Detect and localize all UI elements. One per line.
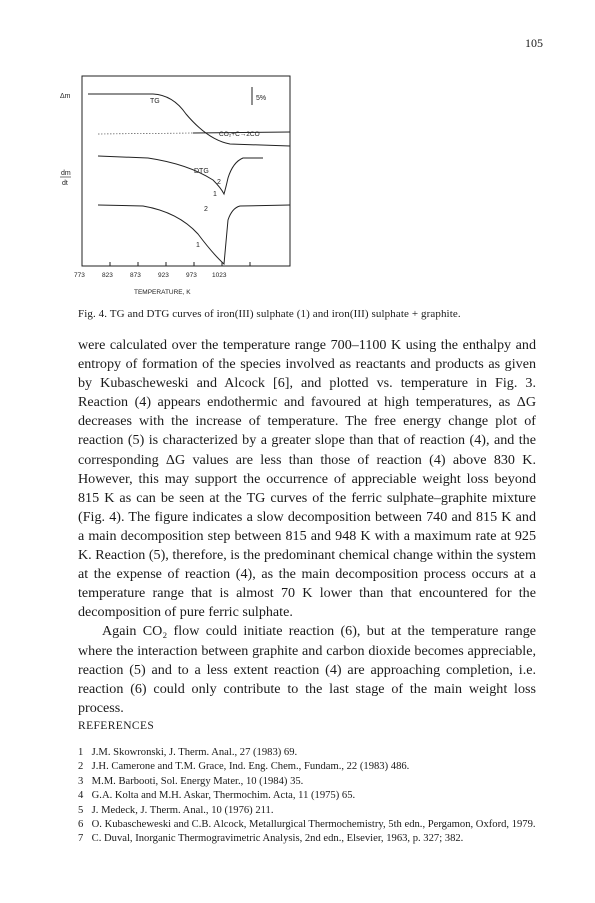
x-axis-label: TEMPERATURE, K <box>134 289 191 296</box>
references-heading: REFERENCES <box>78 720 155 732</box>
reference-number: 6 <box>78 819 84 831</box>
reference-number: 1 <box>78 747 84 758</box>
reference-number: 3 <box>78 775 84 787</box>
y-label-dm: dm <box>61 170 71 177</box>
reference-item <box>78 832 540 846</box>
reference-number: 7 <box>78 833 84 845</box>
paragraph: Again CO₂ flow could initiate reaction (6), but at the temperature range where the interaction between graphite and carbon dioxide becomes appreciable, reaction (5) and to a less extent reaction (4) are approaching completion, i.e. reaction (6) could only contribute to the last stage of the main weight loss process. <box>78 623 536 716</box>
y-label-dt: dt <box>62 180 68 187</box>
reference-text: C. Duval, Inorganic Thermogravimetric Analysis, 2nd edn., Elsevier, 1963, p. 327; 382. <box>91 833 464 845</box>
tg-reference-line <box>98 133 193 134</box>
reference-text: M.M. Barbooti, Sol. Energy Mater., 10 (1984) 35. <box>91 775 304 787</box>
reaction-label: CO₂+C→2CO <box>219 131 260 138</box>
dtg-curve-lower <box>98 205 290 264</box>
figure-tg-dtg <box>58 72 308 302</box>
body-text <box>78 336 536 718</box>
x-tick-label: 973 <box>186 272 197 279</box>
curve-label: 2 <box>217 179 221 186</box>
reference-text: J.M. Skowronski, J. Therm. Anal., 27 (1983) 69. <box>91 747 298 758</box>
tg-dtg-plot <box>58 72 308 302</box>
reference-number: 4 <box>78 790 84 802</box>
x-tick-label: 923 <box>158 272 169 279</box>
reference-item <box>78 760 540 774</box>
x-tick-label: 873 <box>130 272 141 279</box>
reference-text: J. Medeck, J. Therm. Anal., 10 (1976) 211. <box>91 804 274 816</box>
y-label-mass-change: Δm <box>60 93 71 100</box>
x-tick-marks <box>82 262 250 266</box>
reference-item <box>78 789 540 803</box>
curve-label: 1 <box>196 242 200 249</box>
scale-label: 5% <box>256 95 267 102</box>
plot-frame <box>82 76 290 266</box>
paragraph: were calculated over the temperature range 700–1100 K using the enthalpy and entropy of formation of the species involved as reactants and products as given by Kubascheweski and Alcock [6], and plotted vs. temperature in Fig. 3. Reaction (4) appears endothermic and favoured at high temperatures, as ΔG decreases with the increase of temperature. The free energy change plot of reaction (5) is characterized by a greater slope than that of reaction (4), and the corresponding ΔG values are less than those of reaction (4) above 830 K. However, this may support the occurrence of appreciable weight loss beyond 815 K as can be seen at the TG curves of the ferric sulphate–graphite mixture (Fig. 4). The figure indicates a slow decomposition between 740 and 815 K and a main decomposition step between 815 and 948 K with a maximum rate at 925 K. Reaction (5), therefore, is the predominant chemical change within the system at the expense of reaction (4), as the main decomposition process occurs at a temperature range that is almost 70 K lower than that encountered for the decomposition of pure ferric sulphate. <box>78 337 536 621</box>
x-tick-label: 823 <box>102 272 113 279</box>
references-list <box>78 746 540 847</box>
dtg-curve-upper <box>98 156 263 194</box>
curve-label: 1 <box>213 191 217 198</box>
reference-item <box>78 775 540 789</box>
reference-text: G.A. Kolta and M.H. Askar, Thermochim. Acta, 11 (1975) 65. <box>91 790 356 802</box>
tg-label: TG <box>150 98 160 105</box>
reference-number: 5 <box>78 804 84 816</box>
curve-label: 2 <box>204 206 208 213</box>
reference-text: O. Kubascheweski and C.B. Alcock, Metallurgical Thermochemistry, 5th edn., Pergamon, Oxford, 1979. <box>91 819 536 831</box>
x-tick-label: 773 <box>74 272 85 279</box>
figure-caption: Fig. 4. TG and DTG curves of iron(III) sulphate (1) and iron(III) sulphate + graphite. <box>78 308 461 320</box>
reference-item <box>78 818 540 832</box>
reference-text: J.H. Camerone and T.M. Grace, Ind. Eng. Chem., Fundam., 22 (1983) 486. <box>91 761 410 773</box>
dtg-label: DTG <box>194 168 209 175</box>
reference-number: 2 <box>78 761 84 773</box>
reference-item <box>78 746 540 760</box>
x-tick-label: 1023 <box>212 272 227 279</box>
reference-item <box>78 804 540 818</box>
page-number: 105 <box>525 36 543 50</box>
